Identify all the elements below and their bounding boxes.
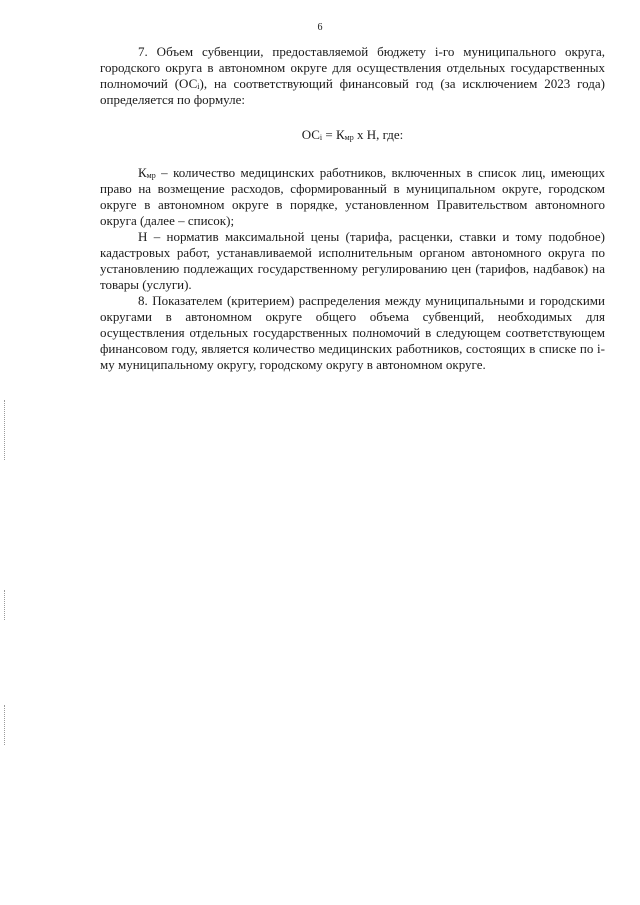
definition-kmr: $К_{мр}$ – количество медицинских работников, включенных в список лиц, имеющих право на возмещение расходов, сформированный в муниципальном округе, городском округе в автономном округе в порядке, установленном Правительством автономного округа (далее – список); (100, 165, 605, 228)
definition-h: Н – норматив максимальной цены (тарифа, расценки, ставки и тому подобное) кадастровых работ, устанавливаемой исполнительным органом автономного округа по установлению подлежащих государственному регулированию цен (тарифов, надбавок) на товары (услуги). (100, 229, 605, 292)
document-body (100, 44, 605, 373)
scan-edge-mark (4, 705, 5, 745)
formula: $ОС_i = К_{мр}$ x Н, где: (301, 127, 404, 142)
scan-edge-mark (4, 590, 5, 620)
paragraph-8: 8. Показателем (критерием) распределения между муниципальными и городскими округами в автономном округе общего объема субвенций, необходимых для осуществления отдельных государственных полномочий в следующем соответствующем финансовом году, является количество медицинских работников, состоящих в списке по i-му муниципальному округу, городскому округу в автономном округе. (100, 293, 605, 372)
page-number: 6 (317, 22, 323, 33)
scan-edge-mark (4, 400, 5, 460)
paragraph-7: 7. Объем субвенции, предоставляемой бюджету i-го муниципального округа, городского округа в автономном округе для осуществления отдельных государственных полномочий $(ОС_i)$, на соответствующий финансовый год (за исключением 2023 года) определяется по формуле: (100, 44, 605, 107)
